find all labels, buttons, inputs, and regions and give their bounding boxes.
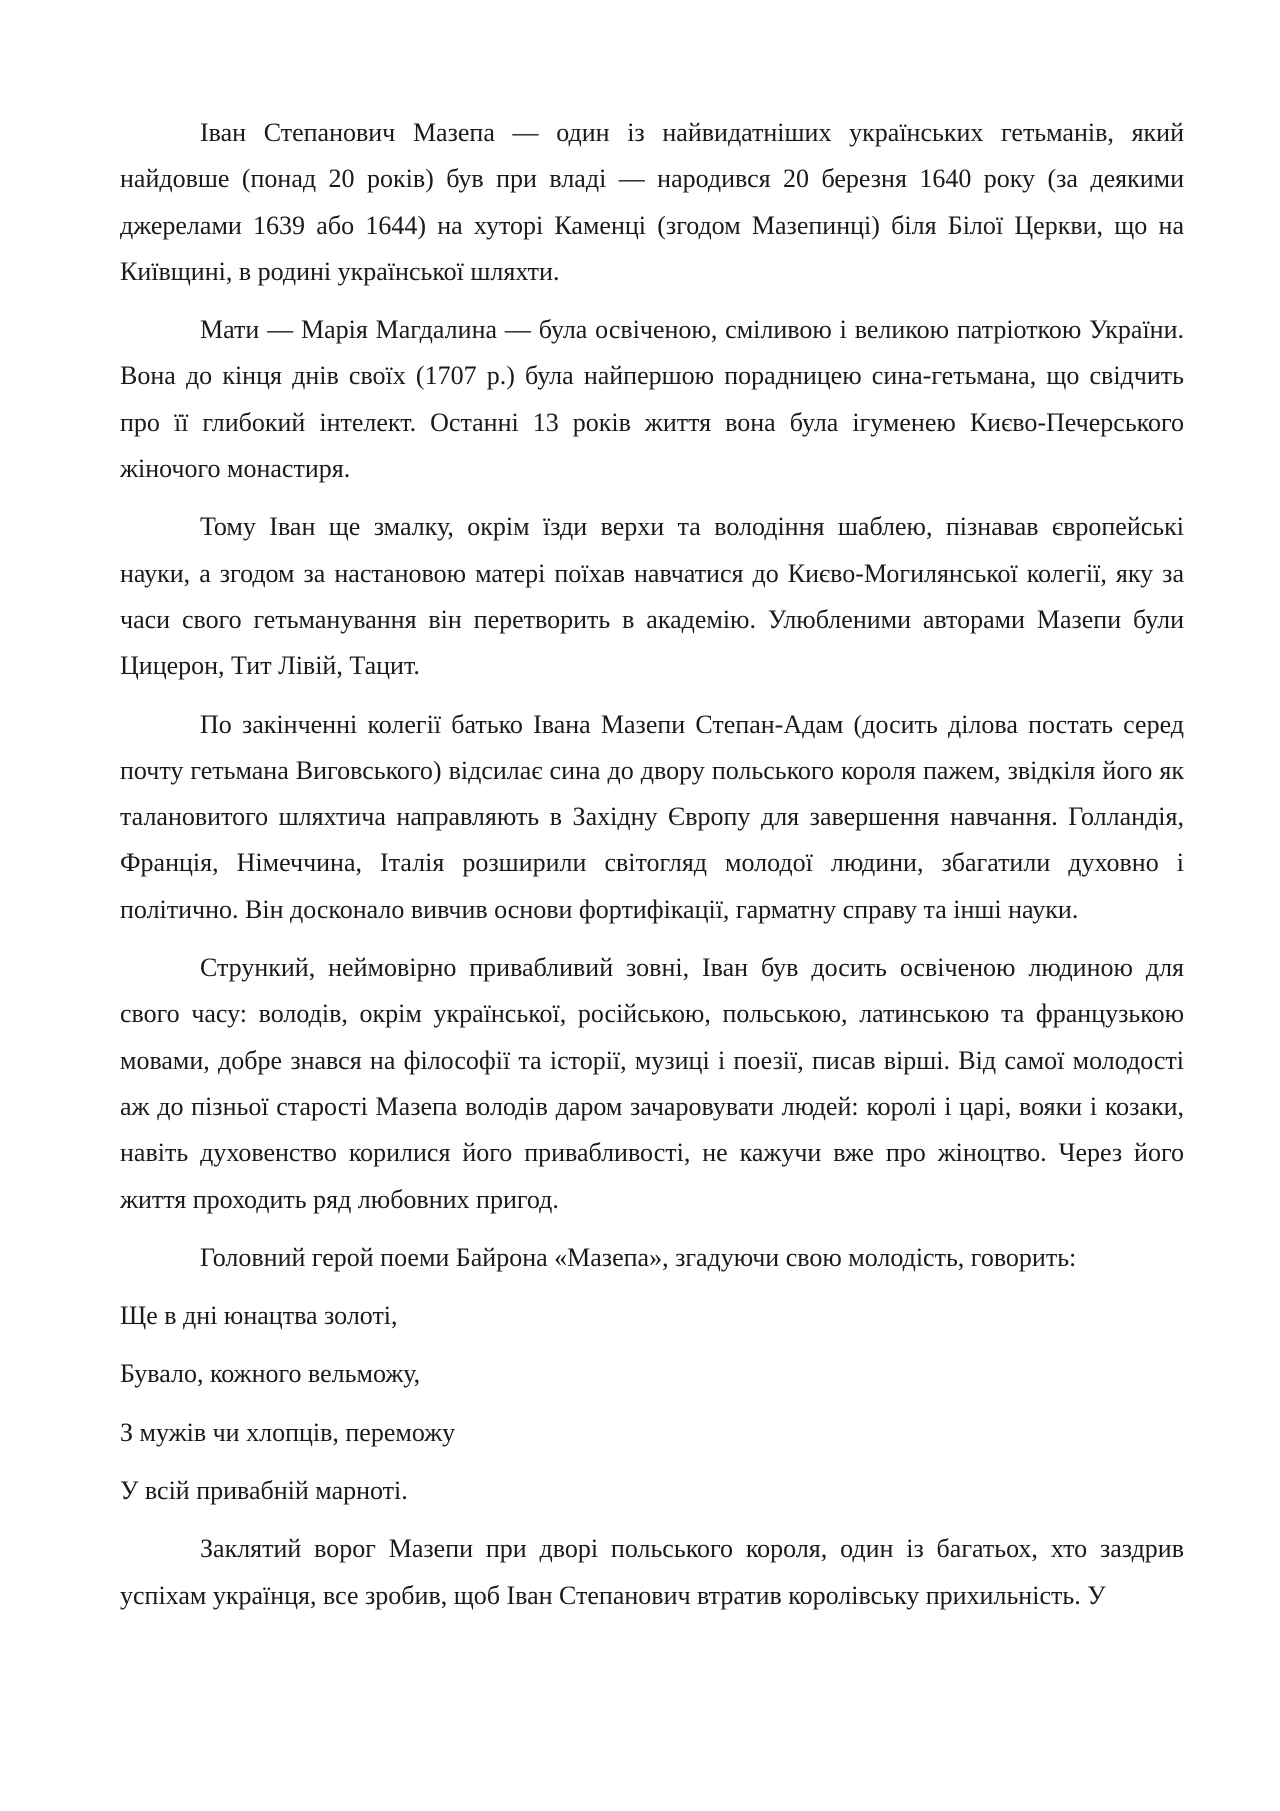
paragraph: Головний герой поеми Байрона «Мазепа», згадуючи свою молодість, говорить: xyxy=(200,1242,1077,1272)
verse-line: З мужів чи хлопців, переможу xyxy=(120,1417,456,1447)
verse-line: Бувало, кожного вельможу, xyxy=(120,1359,421,1389)
paragraph: Стрункий, неймовірно привабливий зовні, Іван був досить освіченою людиною для свого часу: володів, окрім української, російською, польською, латинською та французькою мовами, добре знався на філософії та історії, музиці і поезії, писав вірші. Від самої молодості аж до пізньої старості Мазепа володів даром зачаровувати людей: королі і царі, вояки і козаки, навіть духовенство корилися його привабливості, не кажучи вже про жіноцтво. Через його життя проходить ряд любовних пригод. xyxy=(120,953,1184,1214)
paragraph: Іван Степанович Мазепа — один із найвидатніших українських гетьманів, який найдовше (понад 20 років) був при владі — народився 20 березня 1640 року (за деякими джерелами 1639 або 1644) на хуторі Каменці (згодом Мазепинці) біля Білої Церкви, що на Київщині, в родині української шляхти. xyxy=(120,118,1184,286)
verse-line: Ще в дні юнацтва золоті, xyxy=(120,1301,398,1331)
paragraph: Мати — Марія Магдалина — була освіченою, сміливою і великою патріоткою України. Вона до кінця днів своїх (1707 р.) була найпершою порадницею сина-гетьмана, що свідчить про її глибокий інтелект. Останні 13 років життя вона була ігуменею Києво-Печерського жіночого монастиря. xyxy=(120,315,1184,484)
paragraph: По закінченні колегії батько Івана Мазепи Степан-Адам (досить ділова постать серед почту гетьмана Виговського) відсилає сина до двору польського короля пажем, звідкіля його як талановитого шляхтича направляють в Західну Європу для завершення навчання. Голландія, Франція, Німеччина, Італія розширили світогляд молодої людини, збагатили духовно і політично. Він досконало вивчив основи фортифікації, гарматну справу та інші науки. xyxy=(120,709,1184,924)
verse-line: У всій привабній марноті. xyxy=(120,1476,408,1506)
paragraph: Заклятий ворог Мазепи при дворі польського короля, один із багатьох, хто заздрив успіхам українця, все зробив, щоб Іван Степанович втратив королівську прихильність. У xyxy=(120,1534,1184,1610)
paragraph: Тому Іван ще змалку, окрім їзди верхи та володіння шаблею, пізнавав європейські науки, а згодом за настановою матері поїхав навчатися до Києво-Могилянської колегії, яку за часи свого гетьманування він перетворить в академію. Улюбленими авторами Мазепи були Цицерон, Тит Лівій, Тацит. xyxy=(120,512,1184,681)
